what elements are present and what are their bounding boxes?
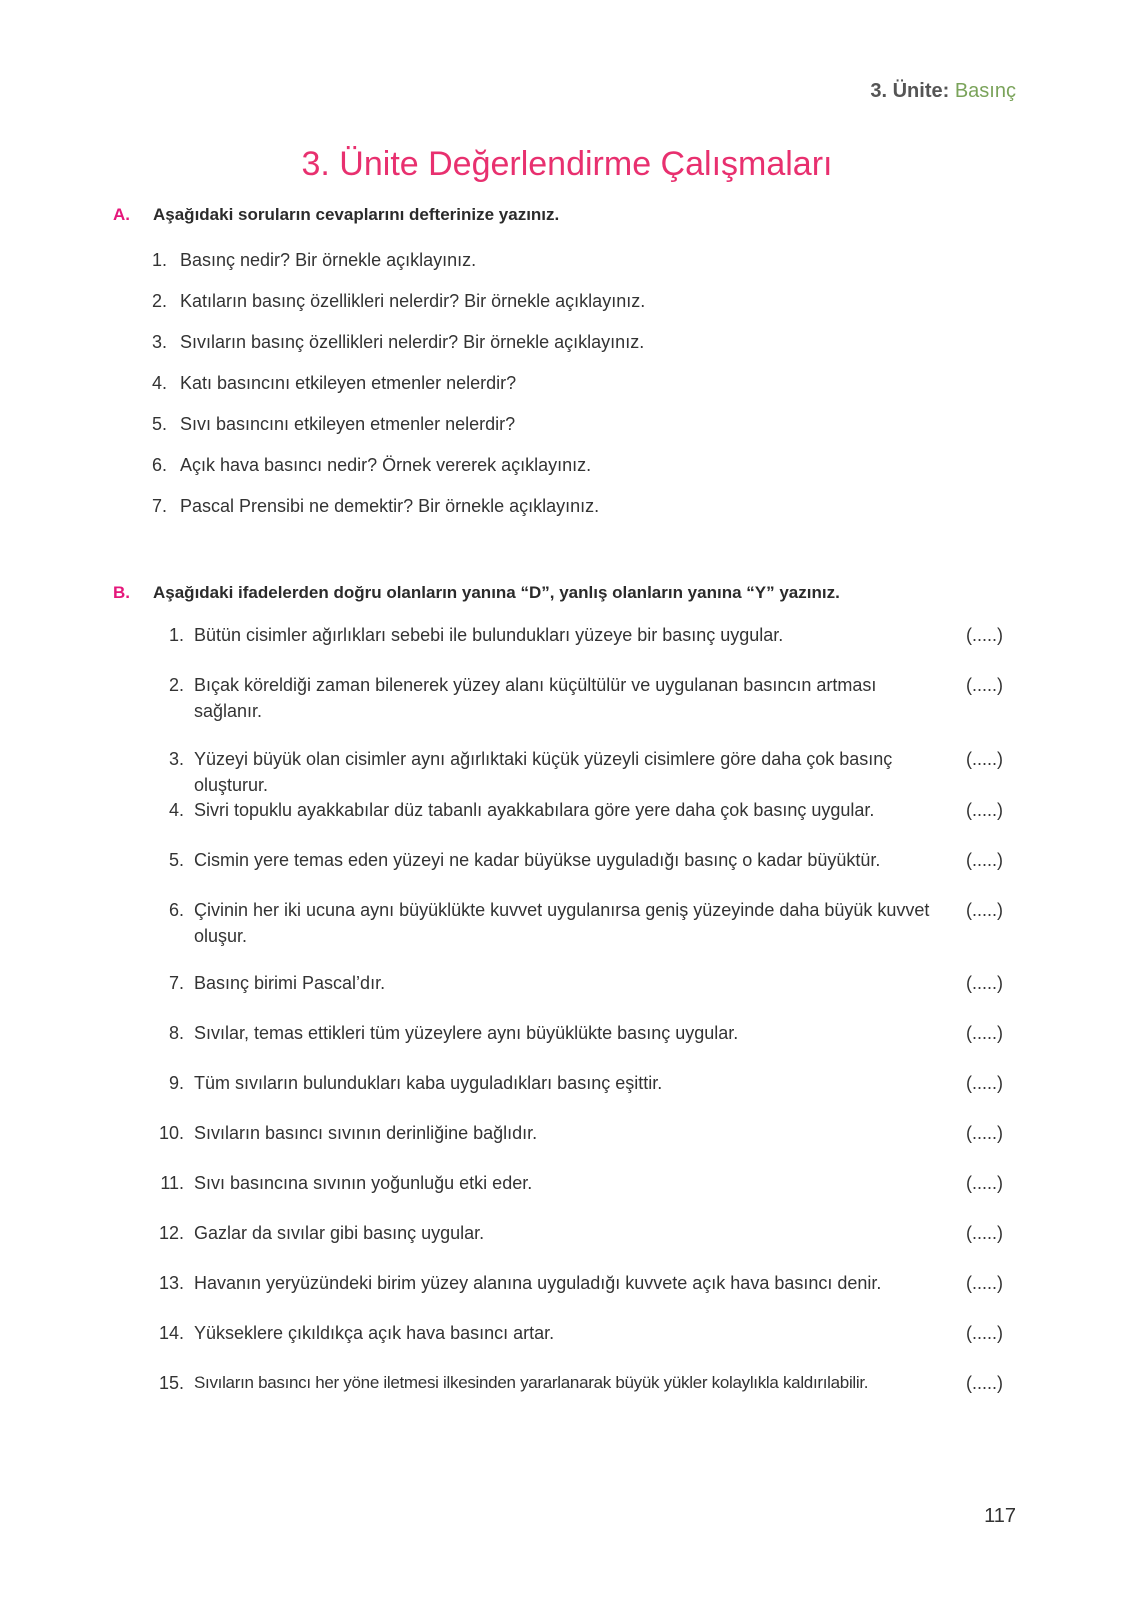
answer-blank[interactable]: (.....) [966,1323,1003,1343]
statement-text: Yüzeyi büyük olan cisimler aynı ağırlıktaki küçük yüzeyli cisimlere göre daha çok basınç oluşturur. [194,749,893,795]
question-item [152,496,645,537]
section-a-heading [113,205,559,225]
question-number: 6. [152,455,168,475]
statement-number: 7. [168,973,184,993]
statement-text: Bütün cisimler ağırlıkları sebebi ile bulundukları yüzeye bir basınç uygular. [194,625,784,645]
question-text: Açık hava basıncı nedir? Örnek vererek açıklayınız. [180,455,592,475]
statement-number: 12. [158,1223,184,1243]
statement-number: 11. [160,1173,184,1193]
question-number: 1. [152,250,168,270]
statement-number: 14. [158,1323,184,1343]
question-list [152,250,645,537]
question-text: Basınç nedir? Bir örnekle açıklayınız. [180,250,477,270]
statement-number: 10. [158,1123,184,1143]
question-item [152,373,645,414]
statement-number: 1. [168,625,184,645]
page-number: 117 [984,1505,1016,1527]
statement-text: Sivri topuklu ayakkabılar düz tabanlı ayakkabılara göre yere daha çok basınç uygular. [194,800,875,820]
answer-blank[interactable]: (.....) [966,1173,1003,1193]
statement-text: Yükseklere çıkıldıkça açık hava basıncı artar. [194,1323,555,1343]
answer-blank[interactable]: (.....) [966,973,1003,993]
answer-blank[interactable]: (.....) [966,1073,1003,1093]
statement-text: Basınç birimi Pascal’dır. [194,973,386,993]
answer-blank[interactable]: (.....) [966,1373,1003,1393]
question-number: 4. [152,373,168,393]
statement-number: 8. [168,1023,184,1043]
answer-blank[interactable]: (.....) [966,625,1003,645]
statement-text: Tüm sıvıların bulundukları kaba uyguladıkları basınç eşittir. [194,1073,663,1093]
statement-text: Sıvılar, temas ettikleri tüm yüzeylere aynı büyüklükte basınç uygular. [194,1023,739,1043]
statement-number: 3. [168,749,184,769]
question-text: Katı basıncını etkileyen etmenler nelerdir? [180,373,517,393]
question-number: 5. [152,414,168,434]
statement-text: Cismin yere temas eden yüzeyi ne kadar büyükse uyguladığı basınç o kadar büyüktür. [194,850,881,870]
question-item [152,455,645,496]
answer-blank[interactable]: (.....) [966,800,1003,820]
section-b-heading [113,583,840,603]
unit-label: 3. Ünite: [870,80,950,102]
statement-text: Sıvıların basıncı her yöne iletmesi ilkesinden yararlanarak büyük yükler kolaylıkla kaldırılabilir. [194,1373,869,1392]
statement-text: Sıvı basıncına sıvının yoğunluğu etki eder. [194,1173,533,1193]
statement-number: 15. [158,1373,184,1393]
section-a-instruction: Aşağıdaki soruların cevaplarını defterinize yazınız. [153,205,560,224]
statement-text: Gazlar da sıvılar gibi basınç uygular. [194,1223,485,1243]
answer-blank[interactable]: (.....) [966,675,1003,695]
statement-number: 5. [168,850,184,870]
statement-number: 4. [168,800,184,820]
section-b-instruction: Aşağıdaki ifadelerden doğru olanların yanına “D”, yanlış olanların yanına “Y” yazınız. [153,583,840,602]
statement-text: Çivinin her iki ucuna aynı büyüklükte kuvvet uygulanırsa geniş yüzeyinde daha büyük kuvvet oluşur. [194,900,930,946]
question-item [152,291,645,332]
statement-number: 2. [168,675,184,695]
page-title: 3. Ünite Değerlendirme Çalışmaları [301,145,833,183]
section-b-letter: B. [113,583,130,602]
statement-text: Bıçak köreldiği zaman bilenerek yüzey alanı küçültülür ve uygulanan basıncın artması sağlanır. [194,675,877,721]
answer-blank[interactable]: (.....) [966,1023,1003,1043]
question-text: Sıvı basıncını etkileyen etmenler nelerdir? [180,414,516,434]
answer-blank[interactable]: (.....) [966,850,1003,870]
answer-blank[interactable]: (.....) [966,1273,1003,1293]
question-text: Pascal Prensibi ne demektir? Bir örnekle açıklayınız. [180,496,600,516]
question-number: 2. [152,291,168,311]
question-item [152,332,645,373]
answer-blank[interactable]: (.....) [966,900,1003,920]
statement-text: Sıvıların basıncı sıvının derinliğine bağlıdır. [194,1123,538,1143]
statement-number: 6. [168,900,184,920]
running-header [870,80,1016,103]
question-item [152,250,645,291]
question-number: 3. [152,332,168,352]
answer-blank[interactable]: (.....) [966,749,1003,769]
question-text: Katıların basınç özellikleri nelerdir? Bir örnekle açıklayınız. [180,291,646,311]
answer-blank[interactable]: (.....) [966,1223,1003,1243]
answer-blank[interactable]: (.....) [966,1123,1003,1143]
statement-text: Havanın yeryüzündeki birim yüzey alanına uyguladığı kuvvete açık hava basıncı denir. [194,1273,882,1293]
unit-topic: Basınç [954,80,1016,102]
statement-number: 13. [158,1273,184,1293]
statement-number: 9. [168,1073,184,1093]
question-item [152,414,645,455]
question-text: Sıvıların basınç özellikleri nelerdir? Bir örnekle açıklayınız. [180,332,645,352]
question-number: 7. [152,496,168,516]
section-a-letter: A. [113,205,130,224]
